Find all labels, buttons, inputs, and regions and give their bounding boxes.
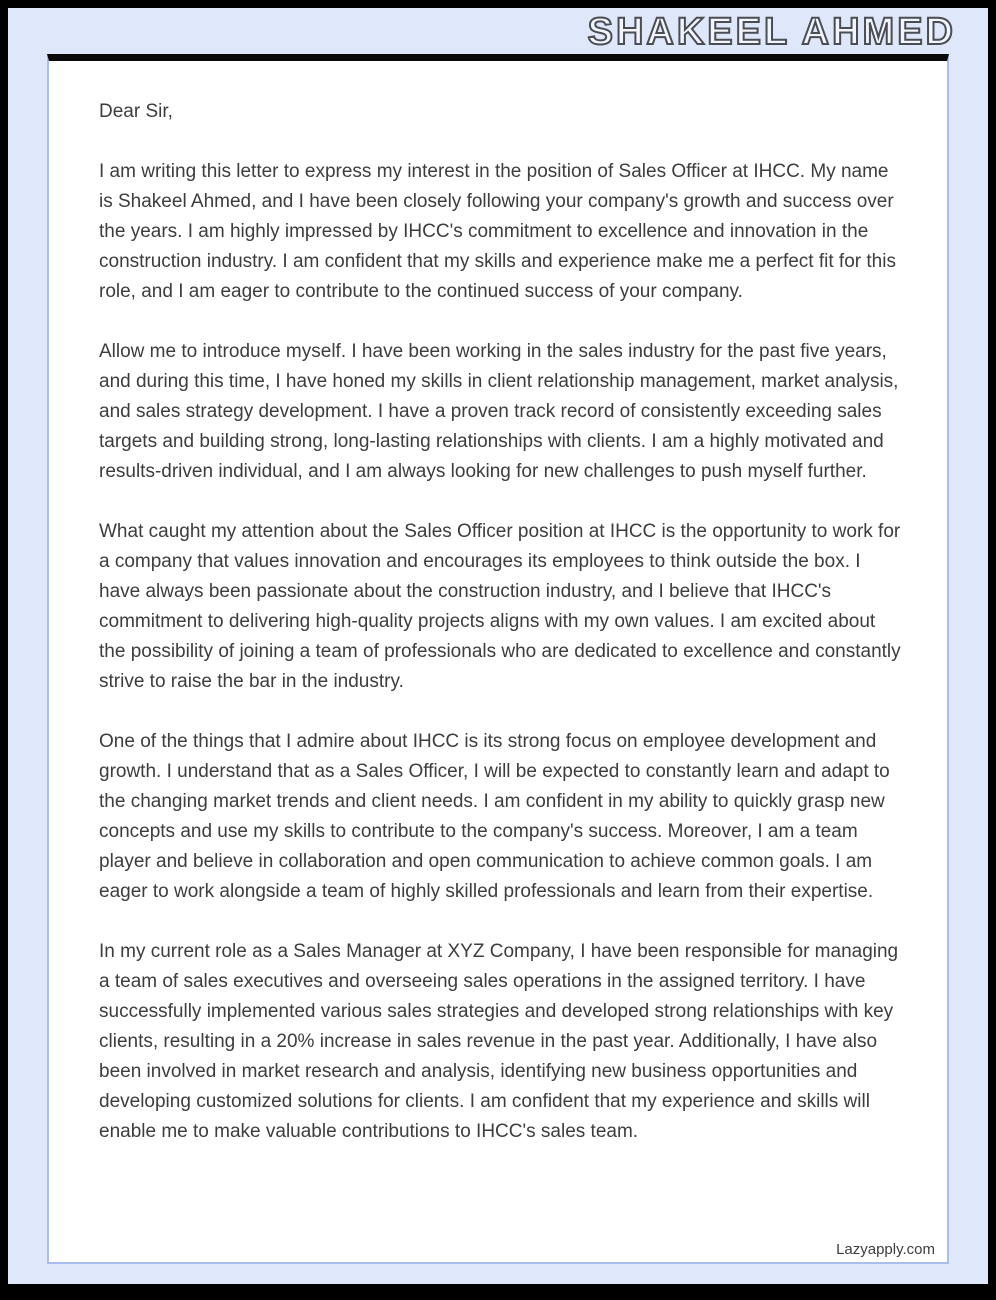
letter-paragraph: I am writing this letter to express my interest in the position of Sales Officer at IHCC. My name is Shakeel Ahmed, and I have been closely following your company's growth and success over the years. I am highly impressed by IHCC's commitment to excellence and innovation in the construction industry. I am confident that my skills and experience make me a perfect fit for this role, and I am eager to contribute to the continued success of your company. (99, 161, 896, 302)
letter-paragraph: One of the things that I admire about IHCC is its strong focus on employee development and growth. I understand that as a Sales Officer, I will be expected to constantly learn and adapt to the changing market trends and client needs. I am confident in my ability to quickly grasp new concepts and use my skills to contribute to the company's success. Moreover, I am a team player and believe in collaboration and open communication to achieve common goals. I am eager to work alongside a team of highly skilled professionals and learn from their expertise. (99, 731, 890, 902)
letter-paragraph: Allow me to introduce myself. I have been working in the sales industry for the past five years, and during this time, I have honed my skills in client relationship management, market analysis, and sales strategy development. I have a proven track record of consistently exceeding sales targets and building strong, long-lasting relationships with clients. I am a highly motivated and results-driven individual, and I am always looking for new challenges to push myself further. (99, 341, 899, 482)
letter-body (99, 97, 905, 1177)
document-margin-area (8, 8, 988, 1284)
letter-paragraph: In my current role as a Sales Manager at XYZ Company, I have been responsible for managing a team of sales executives and overseeing sales operations in the assigned territory. I have successfully implemented various sales strategies and developed strong relationships with key clients, resulting in a 20% increase in sales revenue in the past year. Additionally, I have also been involved in market research and analysis, identifying new business opportunities and developing customized solutions for clients. I am confident that my experience and skills will enable me to make valuable contributions to IHCC's sales team. (99, 941, 899, 1142)
letter-salutation: Dear Sir, (99, 101, 173, 122)
lazyapply-watermark: Lazyapply.com (836, 1241, 935, 1258)
letter-page (47, 54, 949, 1264)
letter-paragraph: What caught my attention about the Sales Officer position at IHCC is the opportunity to work for a company that values innovation and encourages its employees to think outside the box. I have always been passionate about the construction industry, and I believe that IHCC's commitment to delivering high-quality projects aligns with my own values. I am excited about the possibility of joining a team of professionals who are dedicated to excellence and constantly strive to raise the bar in the industry. (99, 521, 901, 692)
letter-author-name: SHAKEEL AHMED (587, 11, 956, 53)
